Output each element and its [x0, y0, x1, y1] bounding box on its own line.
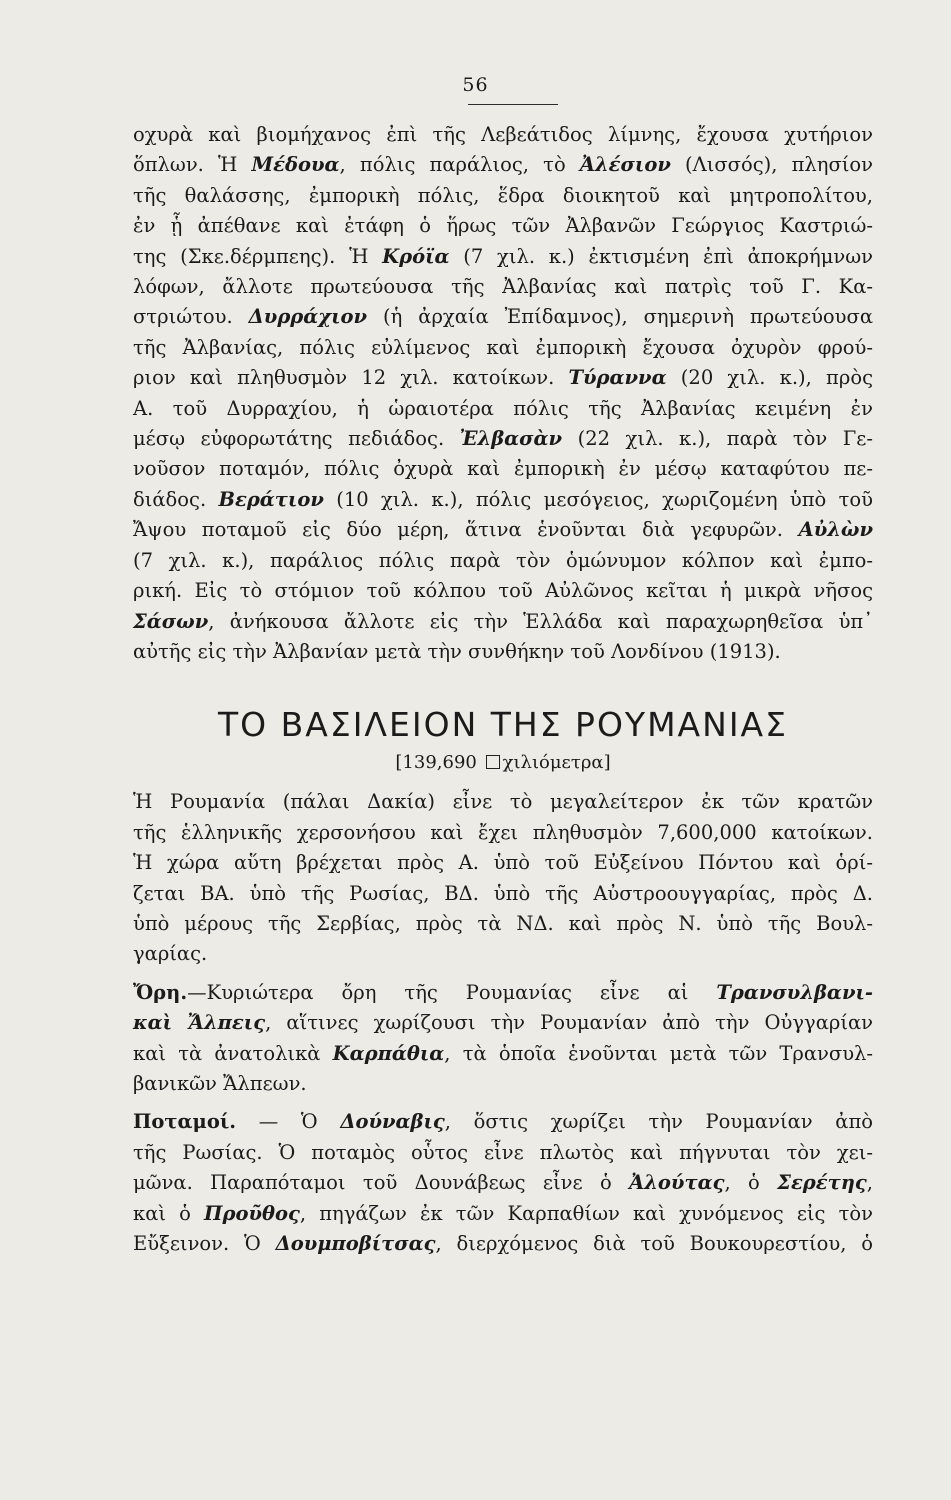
place-dyrrachion: Δυρράχιον — [248, 305, 368, 329]
place-beration: Βεράτιον — [218, 487, 324, 511]
text-line: Ὄρη.—Κυριώτερα ὄρη τῆς Ρουμανίας εἶνε αἱ Τρανσυλβανι- — [133, 980, 873, 1004]
text-line: ἐν ᾗ ἀπέθανε καὶ ἐτάφη ὁ ἥρως τῶν Ἀλβανῶν Γεώργιος Καστριώ- — [133, 214, 873, 238]
section-label-rivers: Ποταμοί. — [133, 1110, 237, 1134]
text-line: καὶ Ἄλπεις, αἵτινες χωρίζουσι τὴν Ρουμανίαν ἀπὸ τὴν Οὐγγαρίαν — [133, 1011, 873, 1035]
place-medua: Μέδουα — [251, 153, 340, 177]
text-line: ὑπὸ μέρους τῆς Σερβίας, πρὸς τὰ ΝΔ. καὶ πρὸς Ν. ὑπὸ τῆς Βουλ- — [133, 911, 873, 935]
text-line: καὶ ὁ Προῦθος, πηγάζων ἐκ τῶν Καρπαθίων καὶ χυνόμενος εἰς τὸν — [133, 1201, 874, 1225]
paragraph-albania-cities — [133, 120, 873, 667]
square-unit-icon — [486, 755, 500, 769]
place-carpathians: Καρπάθια — [332, 1041, 445, 1065]
paragraph-rivers — [133, 1107, 873, 1259]
text-line: της (Σκε.δέρμπεης). Ἡ Κρόϊα (7 χιλ. κ.) ἐκτισμένη ἐπὶ ἀποκρήμνων — [133, 244, 873, 268]
place-alesion: Ἀλέσιον — [579, 153, 671, 177]
text-line: Ποταμοί. — Ὁ Δούναβις, ὅστις χωρίζει τὴν Ρουμανίαν ἀπὸ — [133, 1110, 873, 1134]
text-line: διάδος. Βεράτιον (10 χιλ. κ.), πόλις μεσόγειος, χωριζομένη ὑπὸ τοῦ — [133, 487, 874, 511]
text-line: μῶνα. Παραπόταμοι τοῦ Δουνάβεως εἶνε ὁ Ἀλούτας, ὁ Σερέτης, — [133, 1171, 873, 1195]
place-elbasan: Ἐλβασὰν — [459, 427, 563, 451]
section-label-mountains: Ὄρη. — [133, 980, 188, 1004]
text-line: βανικῶν Ἄλπεων. — [133, 1071, 307, 1095]
place-sason: Σάσων — [133, 609, 209, 633]
text-line: τῆς Ἀλβανίας, πόλις εὐλίμενος καὶ ἐμπορικὴ ἔχουσα ὀχυρὸν φρού- — [133, 335, 873, 359]
text-column — [133, 120, 873, 1259]
text-line: αὐτῆς εἰς τὴν Ἀλβανίαν μετὰ τὴν συνθήκην τοῦ Λονδίνου (1913). — [133, 639, 781, 663]
text-line: στριώτου. Δυρράχιον (ἡ ἀρχαία Ἐπίδαμνος), σημερινὴ πρωτεύουσα — [133, 305, 873, 329]
place-danube: Δούναβις — [340, 1110, 445, 1134]
place-tyranna: Τύραννα — [568, 366, 667, 390]
area-subheading: [139,690 χιλιόμετρα] — [395, 752, 611, 774]
place-prouthos: Προῦθος — [204, 1201, 300, 1225]
text-line: (7 χιλ. κ.), παράλιος πόλις παρὰ τὸν ὁμώνυμον κόλπον καὶ ἐμπο- — [133, 548, 873, 572]
text-line: μέσῳ εὐφορωτάτης πεδιάδος. Ἐλβασὰν (22 χιλ. κ.), παρὰ τὸν Γε- — [133, 427, 874, 451]
place-avlon: Αὐλὼν — [798, 518, 873, 542]
text-line: τῆς ἑλληνικῆς χερσονήσου καὶ ἔχει πληθυσμὸν 7,600,000 κατοίκων. — [133, 820, 873, 844]
place-kroia: Κρόϊα — [382, 244, 450, 268]
place-alps: καὶ Ἄλπεις — [133, 1011, 266, 1035]
text-line: Α. τοῦ Δυρραχίου, ἡ ὡραιοτέρα πόλις τῆς Ἀλβανίας κειμένη ἐν — [133, 396, 873, 420]
text-line: Εὔξεινον. Ὁ Δουμποβίτσας, διερχόμενος διὰ τοῦ Βουκουρεστίου, ὁ — [133, 1232, 873, 1255]
page-number: 56 — [462, 74, 489, 96]
text-line: Σάσων, ἀνήκουσα ἄλλοτε εἰς τὴν Ἑλλάδα καὶ παραχωρηθεῖσα ὑπ᾽ — [133, 609, 873, 633]
paragraph-romania-intro — [133, 787, 873, 969]
text-line: ζεται ΒΑ. ὑπὸ τῆς Ρωσίας, ΒΔ. ὑπὸ τῆς Αὐστροουγγαρίας, πρὸς Δ. — [133, 881, 873, 905]
place-seretes: Σερέτης — [777, 1171, 867, 1195]
text-line: Ἡ χώρα αὕτη βρέχεται πρὸς Α. ὑπὸ τοῦ Εὐξείνου Πόντου καὶ ὁρί- — [133, 851, 873, 875]
text-line: τῆς θαλάσσης, ἐμπορικὴ πόλις, ἕδρα διοικητοῦ καὶ μητροπολίτου, — [133, 183, 873, 207]
place-doumpovitsas: Δουμποβίτσας — [275, 1232, 436, 1255]
paragraph-mountains — [133, 978, 873, 1100]
section-heading: ΤΟ ΒΑΣΙΛΕΙΟΝ ΤΗΣ ΡΟΥΜΑΝΙΑΣ — [218, 705, 788, 745]
text-line: νοῦσον ποταμόν, πόλις ὀχυρὰ καὶ ἐμπορικὴ ἐν μέσῳ καταφύτου πε- — [133, 457, 873, 481]
text-line: καὶ τὰ ἀνατολικὰ Καρπάθια, τὰ ὁποῖα ἑνοῦνται μετὰ τῶν Τρανσυλ- — [133, 1041, 873, 1065]
text-line: γαρίας. — [133, 942, 208, 966]
text-line: Ἡ Ρουμανία (πάλαι Δακία) εἶνε τὸ μεγαλείτερον ἐκ τῶν κρατῶν — [133, 790, 873, 814]
text-line: τῆς Ρωσίας. Ὁ ποταμὸς οὗτος εἶνε πλωτὸς καὶ πήγνυται τὸν χει- — [133, 1140, 873, 1164]
text-line: ὅπλων. Ἡ Μέδουα, πόλις παράλιος, τὸ Ἀλέσιον (Λισσός), πλησίον — [133, 153, 874, 177]
text-line: ρική. Εἰς τὸ στόμιον τοῦ κόλπου τοῦ Αὐλῶνος κεῖται ἡ μικρὰ νῆσος — [133, 579, 873, 603]
text-line: ριον καὶ πληθυσμὸν 12 χιλ. κατοίκων. Τύραννα (20 χιλ. κ.), πρὸς — [133, 366, 873, 390]
place-aloutas: Ἀλούτας — [629, 1171, 725, 1195]
text-line: οχυρὰ καὶ βιομήχανος ἐπὶ τῆς Λεβεάτιδος λίμνης, ἔχουσα χυτήριον — [133, 123, 873, 146]
text-line: λόφων, ἄλλοτε πρωτεύουσα τῆς Ἀλβανίας καὶ πατρὶς τοῦ Γ. Κα- — [133, 275, 873, 299]
page-number-rule — [468, 104, 558, 105]
text-line: Ἄψου ποταμοῦ εἰς δύο μέρη, ἅτινα ἑνοῦνται διὰ γεφυρῶν. Αὐλὼν — [133, 518, 873, 542]
place-transylvanian: Τρανσυλβανι- — [716, 980, 873, 1004]
